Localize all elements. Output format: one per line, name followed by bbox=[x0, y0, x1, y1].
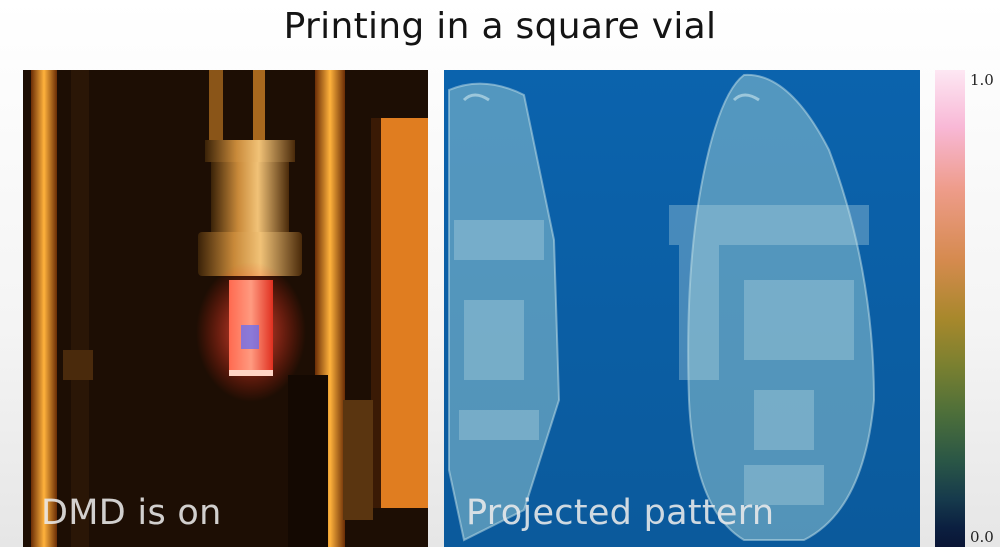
printer-photo-panel bbox=[23, 70, 428, 547]
colorbar-max-label: 1.0 bbox=[970, 71, 994, 89]
slide-title: Printing in a square vial bbox=[283, 6, 717, 47]
projected-pattern-panel bbox=[444, 70, 920, 547]
intensity-colorbar bbox=[935, 70, 965, 547]
left-rod bbox=[31, 70, 57, 547]
projected-pattern bbox=[444, 70, 920, 547]
holder-top bbox=[205, 140, 295, 162]
right-caption: Projected pattern bbox=[466, 493, 775, 533]
light-block bbox=[380, 118, 428, 508]
printer-photo bbox=[23, 70, 428, 547]
left-caption: DMD is on bbox=[41, 493, 222, 533]
colorbar-min-label: 0.0 bbox=[970, 528, 994, 546]
